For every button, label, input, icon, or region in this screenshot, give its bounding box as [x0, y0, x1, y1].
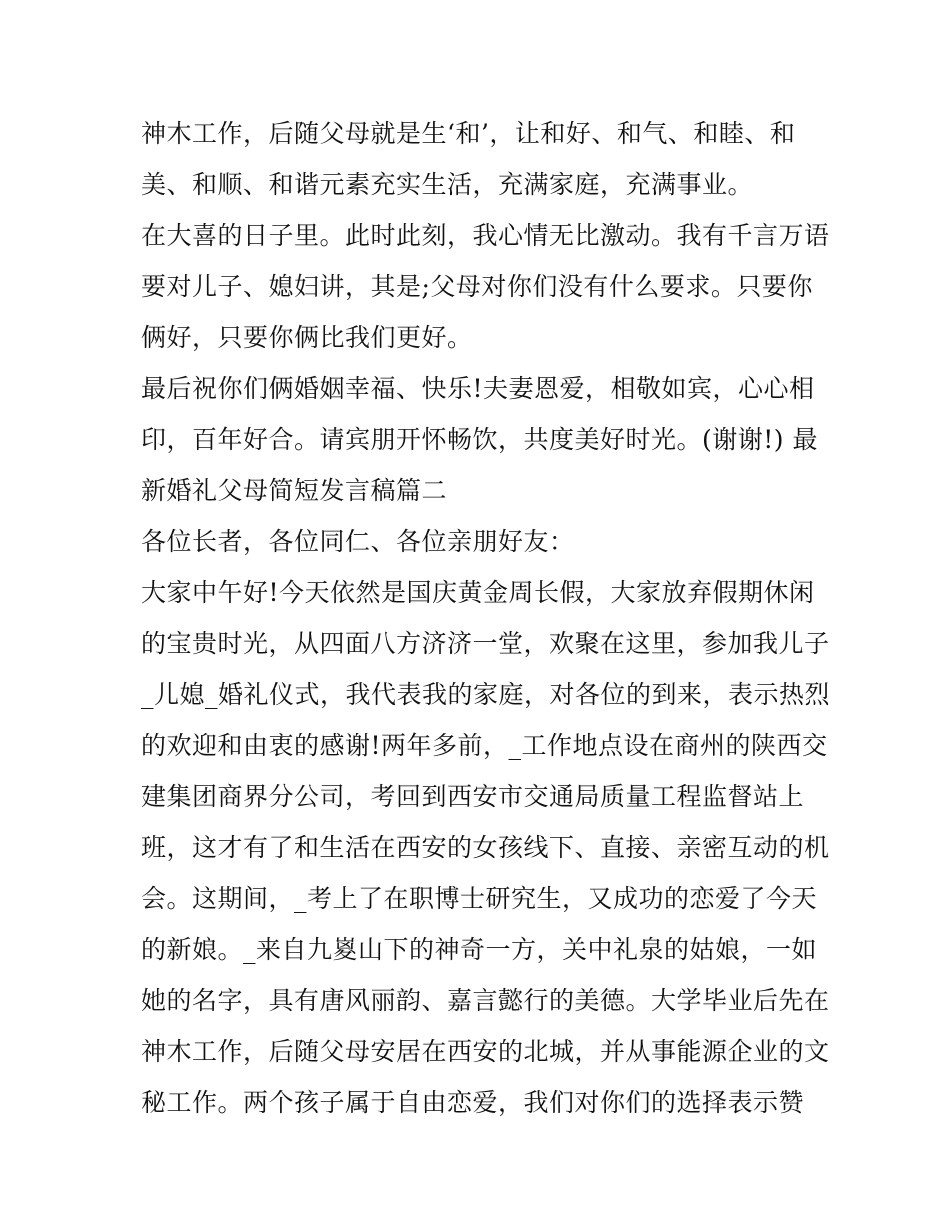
text-line: 的新娘。_来自九嵏山下的神奇一方，关中礼泉的姑娘，一如 — [141, 935, 818, 964]
text-line: 大家中午好!今天依然是国庆黄金周长假，大家放弃假期休闲 — [141, 578, 815, 607]
text-line: 印，百年好合。请宾朋开怀畅饮，共度美好时光。(谢谢!) 最 — [141, 425, 819, 454]
text-line: 秘工作。两个孩子属于自由恋爱，我们对你们的选择表示赞 — [141, 1088, 805, 1117]
text-line: 要对儿子、媳妇讲，其是;父母对你们没有什么要求。只要你 — [141, 272, 813, 301]
text-line: 神木工作，后随父母安居在西安的北城，并从事能源企业的文 — [141, 1037, 830, 1066]
text-line: 她的名字，具有唐风丽韵、嘉言懿行的美德。大学毕业后先在 — [141, 986, 830, 1015]
text-line: 班，这才有了和生活在西安的女孩线下、直接、亲密互动的机 — [141, 833, 830, 862]
document-body — [141, 108, 831, 1128]
text-line: 会。这期间，_考上了在职博士研究生，又成功的恋爱了今天 — [141, 884, 818, 913]
text-line: 美、和顺、和谐元素充实生活，充满家庭，充满事业。 — [141, 170, 754, 199]
text-line: _儿媳_婚礼仪式，我代表我的家庭，对各位的到来，表示热烈 — [141, 680, 831, 709]
text-line: 的欢迎和由衷的感谢!两年多前，_工作地点设在商州的陕西交 — [141, 731, 828, 760]
text-line: 神木工作，后随父母就是生‘和’，让和好、和气、和睦、和 — [141, 119, 796, 148]
text-line: 的宝贵时光，从四面八方济济一堂，欢聚在这里，参加我儿子 — [141, 629, 830, 658]
text-line: 新婚礼父母简短发言稿篇二 — [141, 476, 448, 505]
text-line: 在大喜的日子里。此时此刻，我心情无比激动。我有千言万语 — [141, 221, 830, 250]
text-line: 俩好，只要你俩比我们更好。 — [141, 323, 473, 352]
text-line: 建集团商界分公司，考回到西安市交通局质量工程监督站上 — [141, 782, 805, 811]
text-line: 各位长者，各位同仁、各位亲朋好友： — [141, 527, 575, 556]
text-line: 最后祝你们俩婚姻幸福、快乐!夫妻恩爱，相敬如宾，心心相 — [141, 374, 815, 403]
